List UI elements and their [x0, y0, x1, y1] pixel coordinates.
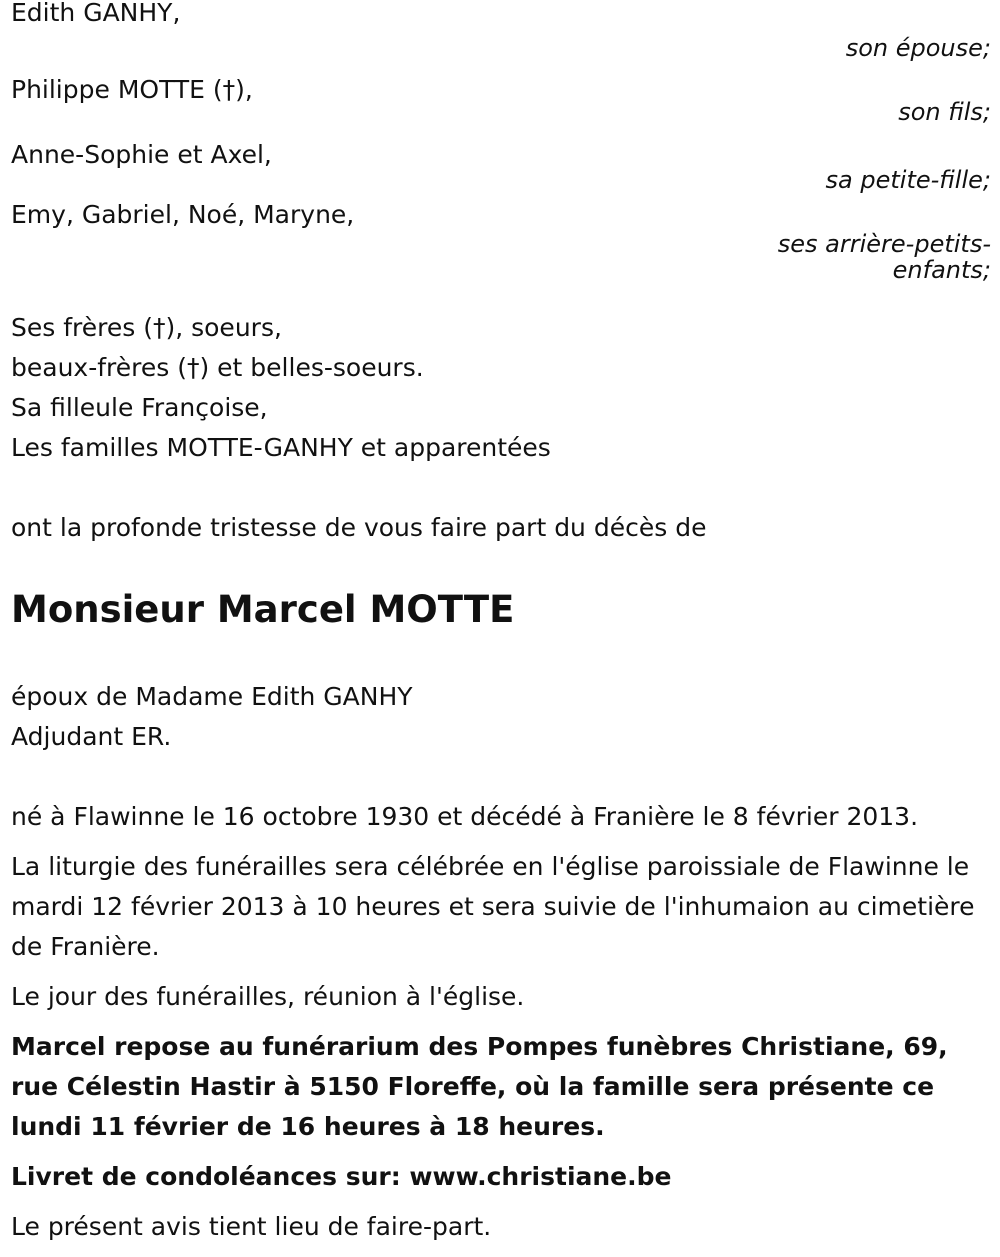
- other-relatives-line: Sa filleule Françoise,: [11, 393, 268, 422]
- family-role-line2: enfants;: [892, 256, 991, 284]
- funerarium-text: Marcel repose au funérarium des Pompes funèbres Christiane, 69, rue Célestin Hastir à 5150 Floreffe, où la famille sera présente ce lundi 11 février de 16 heures à 18 heures.: [11, 1032, 948, 1141]
- deceased-name: Monsieur Marcel MOTTE: [11, 588, 515, 631]
- family-role: sa petite-fille;: [825, 166, 991, 194]
- family-entry-son: [11, 64, 991, 126]
- family-entry-spouse: [11, 0, 991, 64]
- other-relatives-line: beaux-frères (†) et belles-soeurs.: [11, 353, 424, 382]
- condolences-text: Livret de condoléances sur: www.christiane.be: [11, 1162, 672, 1191]
- rank-line: Adjudant ER.: [11, 722, 172, 751]
- family-name: Edith GANHY,: [11, 0, 181, 27]
- family-role-line1: ses arrière-petits-: [777, 230, 991, 258]
- spouse-line: époux de Madame Edith GANHY: [11, 682, 413, 711]
- other-relatives-line: Les familles MOTTE-GANHY et apparentées: [11, 433, 551, 462]
- family-role: son fils;: [898, 98, 991, 126]
- other-relatives-line: Ses frères (†), soeurs,: [11, 313, 282, 342]
- gathering-text: Le jour des funérailles, réunion à l'église.: [11, 982, 525, 1011]
- family-entry-granddaughter: [11, 126, 991, 194]
- closing-text: Le présent avis tient lieu de faire-part.: [11, 1212, 492, 1241]
- obituary-document: [11, 0, 991, 1257]
- liturgy-text: La liturgie des funérailles sera célébrée en l'église paroissiale de Flawinne le mardi 12 février 2013 à 10 heures et sera suivie de l'inhumaion au cimetière de Franière.: [11, 852, 975, 961]
- family-entry-great-grandchildren: [11, 188, 991, 290]
- other-relatives: [11, 308, 991, 468]
- announcement-text: ont la profonde tristesse de vous faire part du décès de: [11, 513, 707, 542]
- family-name: Philippe MOTTE (†),: [11, 75, 253, 104]
- birth-death-text: né à Flawinne le 16 octobre 1930 et décédé à Franière le 8 février 2013.: [11, 802, 919, 831]
- family-name: Anne-Sophie et Axel,: [11, 140, 272, 169]
- family-name: Emy, Gabriel, Noé, Maryne,: [11, 200, 355, 229]
- family-role: son épouse;: [845, 34, 991, 62]
